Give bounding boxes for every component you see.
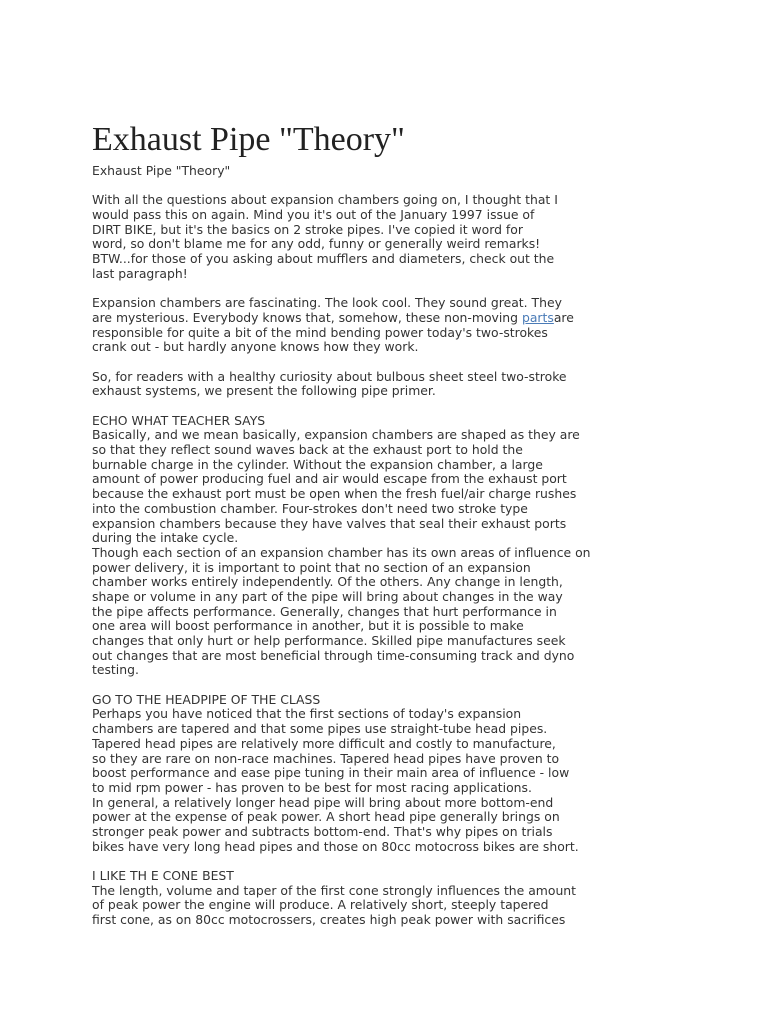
- text-line: burnable charge in the cylinder. Without the expansion chamber, a large: [92, 456, 543, 472]
- text-line: Tapered head pipes are relatively more difficult and costly to manufacture,: [92, 735, 556, 751]
- parts-link[interactable]: parts: [521, 309, 554, 325]
- paragraph-gap: [92, 399, 692, 414]
- text-line: changes that only hurt or help performance. Skilled pipe manufactures seek: [92, 633, 566, 648]
- text-line: crank out - but hardly anyone knows how they work.: [92, 339, 419, 355]
- text-segment: are mysterious. Everybody knows that, somehow, these non-moving: [92, 309, 522, 325]
- text-line: DIRT BIKE, but it's the basics on 2 stroke pipes. I've copied it word for: [92, 221, 523, 237]
- paragraph-gap: [92, 678, 692, 693]
- text-line: In general, a relatively longer head pipe will bring about more bottom-end: [92, 794, 554, 810]
- text-line: during the intake cycle.: [92, 530, 239, 546]
- text-segment: are: [553, 309, 574, 325]
- text-line: out changes that are most beneficial through time-consuming track and dyno: [92, 647, 575, 663]
- text-line: exhaust systems, we present the following pipe primer.: [92, 383, 436, 399]
- text-line: the pipe affects performance. Generally, changes that hurt performance in: [92, 603, 557, 619]
- text-line: expansion chambers because they have valves that seal their exhaust ports: [92, 515, 567, 531]
- article-body: [92, 164, 692, 928]
- text-line: so they are rare on non-race machines. Tapered head pipes have proven to: [92, 750, 560, 766]
- text-line: Perhaps you have noticed that the first sections of today's expansion: [92, 706, 522, 722]
- text-line: into the combustion chamber. Four-strokes don't need two stroke type: [92, 500, 528, 516]
- section-heading: I LIKE TH E CONE BEST: [92, 868, 234, 883]
- text-line: Basically, and we mean basically, expansion chambers are shaped as they are: [92, 427, 580, 443]
- text-line: Though each section of an expansion chamber has its own areas of influence on: [92, 544, 591, 560]
- section-heading: ECHO WHAT TEACHER SAYS: [92, 412, 266, 428]
- text-line: because the exhaust port must be open when the fresh fuel/air charge rushes: [92, 486, 577, 502]
- text-line: last paragraph!: [92, 265, 188, 281]
- text-line: With all the questions about expansion chambers going on, I thought that I: [92, 192, 558, 208]
- text-line: So, for readers with a healthy curiosity about bulbous sheet steel two-stroke: [92, 368, 567, 384]
- document-page: [92, 118, 692, 928]
- text-line: responsible for quite a bit of the mind bending power today's two-strokes: [92, 324, 548, 340]
- text-line: The length, volume and taper of the first cone strongly influences the amount: [92, 882, 577, 898]
- text-line: of peak power the engine will produce. A relatively short, steeply tapered: [92, 897, 549, 913]
- paragraph-gap: [92, 355, 692, 370]
- text-line: would pass this on again. Mind you it's out of the January 1997 issue of: [92, 207, 535, 223]
- text-line: power at the expense of peak power. A short head pipe generally brings on: [92, 809, 560, 825]
- text-line: stronger peak power and subtracts bottom-end. That's why pipes on trials: [92, 823, 553, 839]
- section-headpipe: [92, 693, 692, 855]
- text-line: boost performance and ease pipe tuning in their main area of influence - low: [92, 765, 570, 781]
- section-cone: [92, 869, 692, 928]
- text-line: first cone, as on 80cc motocrossers, creates high peak power with sacrifices: [92, 912, 566, 928]
- text-line: power delivery, it is important to point that no section of an expansion: [92, 559, 531, 575]
- text-line: testing.: [92, 662, 139, 678]
- article-subtitle: Exhaust Pipe "Theory": [92, 163, 231, 178]
- section-echo: [92, 414, 692, 678]
- paragraph-fascinating: [92, 296, 692, 355]
- paragraph-gap: [92, 282, 692, 297]
- paragraph-intro: [92, 193, 692, 281]
- text-line: word, so don't blame me for any odd, funny or generally weird remarks!: [92, 236, 541, 252]
- text-line: so that they reflect sound waves back at the exhaust port to hold the: [92, 442, 523, 458]
- paragraph-primer: [92, 370, 692, 399]
- text-line: bikes have very long head pipes and those on 80cc motocross bikes are short.: [92, 838, 579, 854]
- text-line: [92, 311, 692, 326]
- text-line: BTW...for those of you asking about mufflers and diameters, check out the: [92, 251, 555, 267]
- text-line: one area will boost performance in another, but it is possible to make: [92, 618, 524, 634]
- text-line: Expansion chambers are fascinating. The look cool. They sound great. They: [92, 295, 562, 311]
- paragraph-gap: [92, 179, 692, 194]
- page-title: Exhaust Pipe "Theory": [92, 121, 405, 158]
- paragraph-gap: [92, 854, 692, 869]
- section-heading: GO TO THE HEADPIPE OF THE CLASS: [92, 691, 321, 707]
- text-line: chambers are tapered and that some pipes use straight-tube head pipes.: [92, 721, 548, 737]
- text-line: shape or volume in any part of the pipe will bring about changes in the way: [92, 588, 563, 604]
- text-line: amount of power producing fuel and air would escape from the exhaust port: [92, 471, 567, 487]
- text-line: to mid rpm power - has proven to be best for most racing applications.: [92, 779, 532, 795]
- text-line: chamber works entirely independently. Of the others. Any change in length,: [92, 574, 563, 590]
